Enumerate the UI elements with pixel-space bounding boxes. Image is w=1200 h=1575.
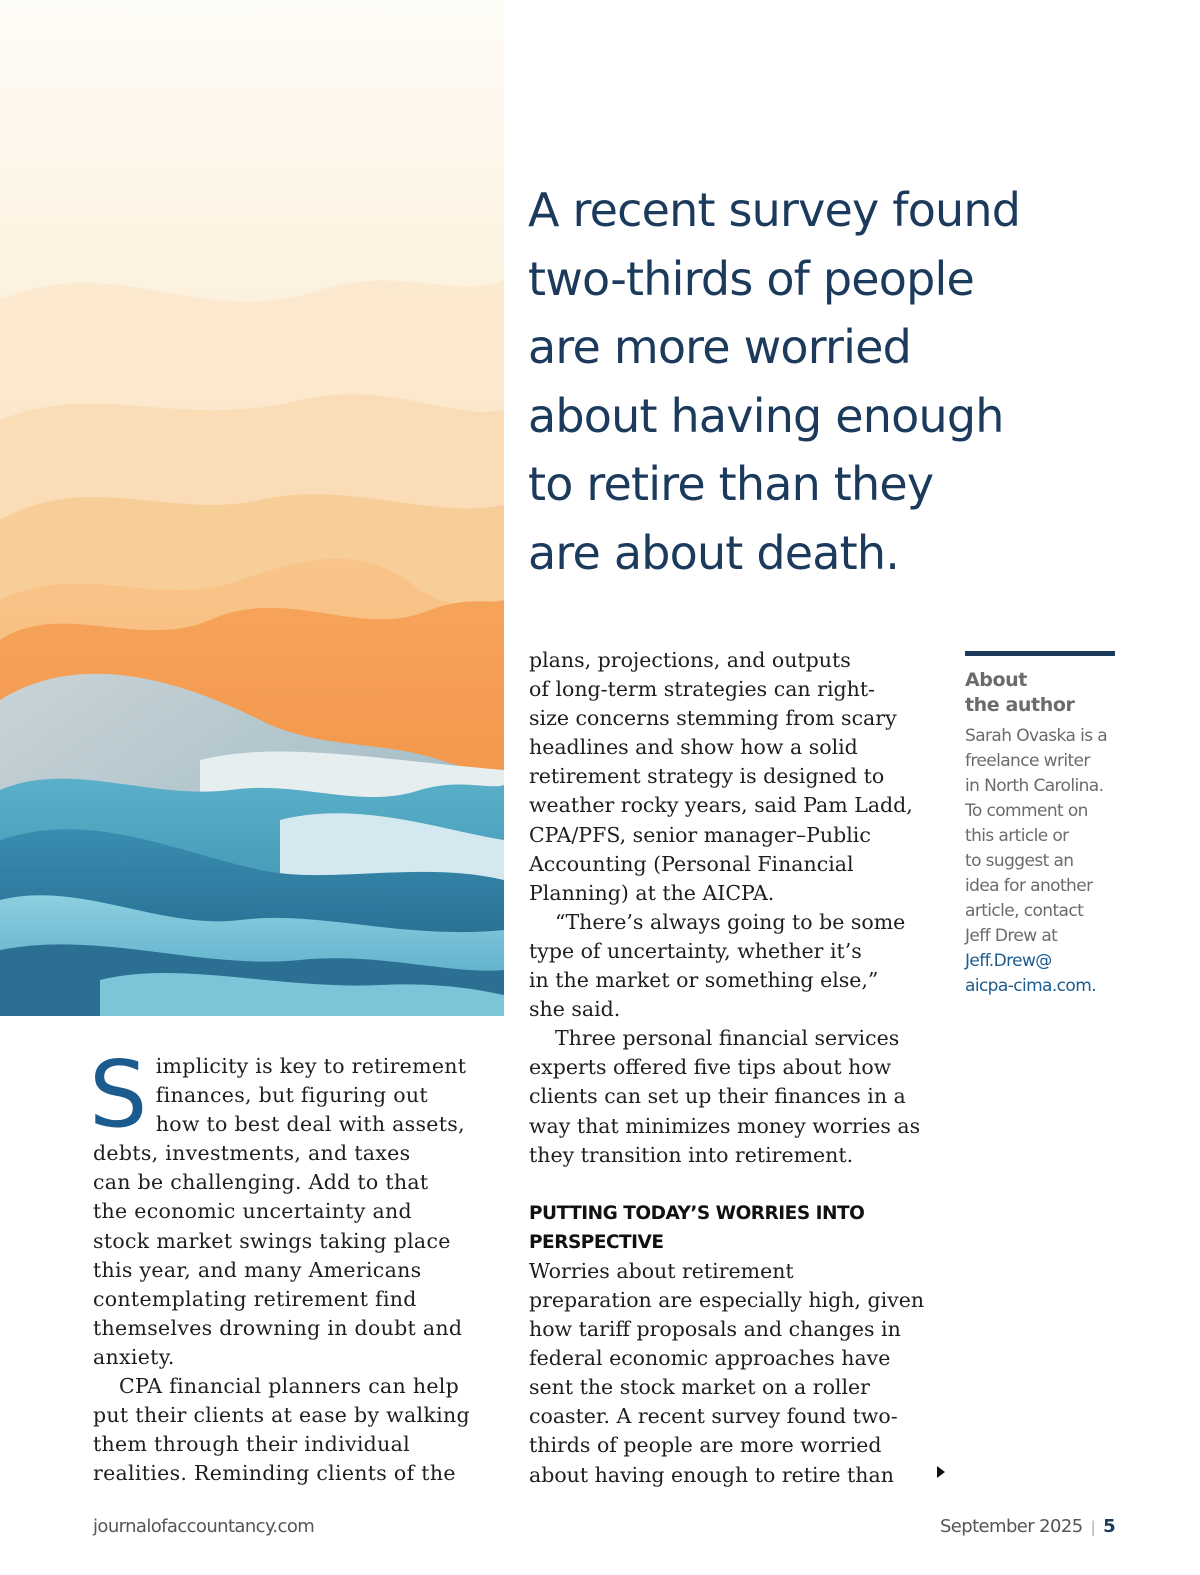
body-line: CPA/PFS, senior manager–Public <box>529 822 871 847</box>
body-line: how tariff proposals and changes in <box>529 1317 901 1342</box>
author-email-link[interactable]: aicpa-cima.com. <box>965 976 1096 996</box>
body-line: sent the stock market on a roller <box>529 1375 870 1400</box>
body-line: this year, and many Americans <box>93 1257 422 1282</box>
bio-line: this article or <box>965 826 1069 846</box>
body-line: plans, projections, and outputs <box>529 648 851 672</box>
footer-date: September 2025 <box>939 1516 1083 1537</box>
bio-line: to suggest an <box>965 851 1074 871</box>
about-title-line: the author <box>965 694 1075 716</box>
body-line: preparation are especially high, given <box>529 1287 925 1312</box>
body-line: themselves drowning in doubt and <box>93 1315 463 1340</box>
continue-arrow-icon <box>937 1466 945 1478</box>
bio-line: in North Carolina. <box>965 776 1104 796</box>
page-footer <box>93 1516 1115 1544</box>
body-line: anxiety. <box>93 1344 175 1369</box>
body-line: of long-term strategies can right- <box>529 677 875 702</box>
bio-line: article, contact <box>965 901 1084 921</box>
section-subhead <box>529 1199 939 1257</box>
about-title-line: About <box>965 669 1027 691</box>
article-column-2 <box>529 646 939 1490</box>
body-line: put their clients at ease by walking <box>93 1403 470 1428</box>
bio-line: Jeff Drew at <box>965 926 1058 946</box>
body-line: way that minimizes money worries as <box>529 1113 921 1138</box>
body-line: stock market swings taking place <box>93 1228 451 1253</box>
body-line: thirds of people are more worried <box>529 1433 882 1458</box>
bio-line: To comment on <box>965 801 1088 821</box>
body-line: debts, investments, and taxes <box>93 1141 411 1166</box>
about-author-title <box>965 668 1115 718</box>
subhead-line: PUTTING TODAY’S WORRIES INTO <box>529 1202 865 1224</box>
body-line: federal economic approaches have <box>529 1346 891 1371</box>
pull-quote-line: two-thirds of people <box>528 251 974 306</box>
drop-cap: S <box>89 1041 148 1148</box>
body-line: about having enough to retire than <box>529 1462 894 1487</box>
body-line: retirement strategy is designed to <box>529 764 885 789</box>
body-line: Planning) at the AICPA. <box>529 880 775 905</box>
body-line: finances, but figuring out <box>155 1083 428 1108</box>
body-line: clients can set up their finances in a <box>529 1084 906 1109</box>
body-line: Three personal financial services <box>555 1026 900 1051</box>
author-email-link[interactable]: Jeff.Drew@ <box>965 951 1052 971</box>
footer-separator: | <box>1090 1518 1096 1536</box>
pull-quote-line: are more worried <box>528 320 912 374</box>
footer-issue <box>940 1516 1115 1537</box>
body-line: contemplating retirement find <box>93 1286 417 1311</box>
pull-quote-line: A recent survey found <box>528 183 1021 237</box>
body-line: Accounting (Personal Financial <box>529 851 854 876</box>
body-line: Worries about retirement <box>529 1258 794 1283</box>
page-number: 5 <box>1103 1516 1115 1537</box>
footer-site-link[interactable]: journalofaccountancy.com <box>93 1516 315 1537</box>
hero-illustration <box>0 0 504 1016</box>
article-column-1 <box>89 1041 493 1488</box>
body-line: them through their individual <box>93 1432 410 1457</box>
body-line: “There’s always going to be some <box>555 909 906 934</box>
pull-quote-line: to retire than they <box>528 457 934 511</box>
bio-line: Sarah Ovaska is a <box>965 726 1108 746</box>
body-line: coaster. A recent survey found two- <box>529 1404 898 1429</box>
bio-line: freelance writer <box>965 751 1090 771</box>
body-line: size concerns stemming from scary <box>529 706 897 731</box>
pull-quote-line: are about death. <box>528 525 900 580</box>
subhead-line: PERSPECTIVE <box>529 1231 664 1253</box>
body-line: type of uncertainty, whether it’s <box>529 938 862 963</box>
body-line: experts offered five tips about how <box>529 1055 892 1080</box>
bio-line: idea for another <box>965 876 1093 896</box>
body-line: can be challenging. Add to that <box>93 1170 429 1195</box>
about-author-box <box>965 651 1115 999</box>
body-line: CPA financial planners can help <box>119 1374 460 1399</box>
about-author-bio <box>965 724 1115 999</box>
body-line: headlines and show how a solid <box>529 735 858 760</box>
body-line: they transition into retirement. <box>529 1142 854 1167</box>
body-line: implicity is key to retirement <box>155 1054 467 1078</box>
pull-quote-line: about having enough <box>528 388 1004 443</box>
body-line: she said. <box>529 997 621 1022</box>
body-line: how to best deal with assets, <box>155 1112 465 1137</box>
body-line: in the market or something else,” <box>529 968 879 993</box>
pull-quote <box>528 176 1048 587</box>
body-line: the economic uncertainty and <box>93 1199 412 1224</box>
body-line: weather rocky years, said Pam Ladd, <box>529 793 913 818</box>
body-line: realities. Reminding clients of the <box>93 1461 456 1486</box>
